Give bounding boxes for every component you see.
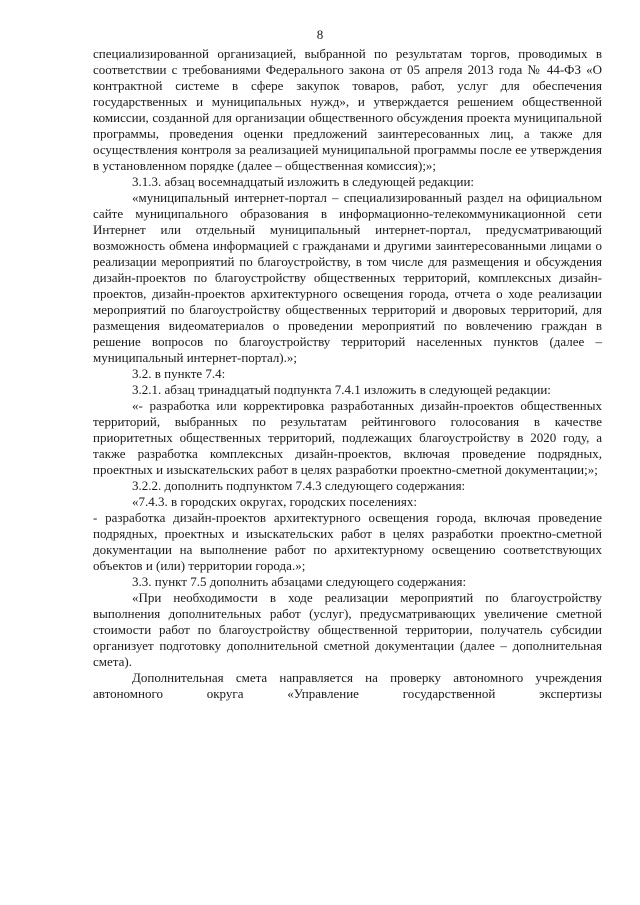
paragraph-4: 3.2. в пункте 7.4:: [132, 366, 226, 381]
paragraph-10: 3.3. пункт 7.5 дополнить абзацами следующего содержания:: [132, 574, 467, 589]
paragraph-9: - разработка дизайн-проектов архитектурного освещения города, включая проведение подрядных, проектных и изыскательских работ в целях разработки проектно-сметной документации на выполнение работ по архитектурному освещению соответствующих объектов и (или) территории города.»;: [93, 510, 602, 573]
paragraph-11: «При необходимости в ходе реализации мероприятий по благоустройству выполнения дополнительных работ (услуг), предусматривающих увеличение сметной стоимости работ по благоустройству общественной территории, получатель субсидии организует подготовку дополнительной сметной документации (далее – дополнительная смета).: [93, 590, 602, 669]
paragraph-7: 3.2.2. дополнить подпунктом 7.4.3 следующего содержания:: [132, 478, 466, 493]
page-number: 8: [316, 27, 324, 42]
paragraph-8: «7.4.3. в городских округах, городских поселениях:: [132, 494, 417, 509]
paragraph-5: 3.2.1. абзац тринадцатый подпункта 7.4.1 изложить в следующей редакции:: [132, 382, 551, 397]
paragraph-12: Дополнительная смета направляется на проверку автономного учреждения автономного округа «Управление государственной экспертизы: [93, 670, 602, 701]
paragraph-6: «- разработка или корректировка разработанных дизайн-проектов общественных территорий, выбранных по результатам рейтингового голосования в качестве приоритетных общественных территорий, подлежащих благоустройству в 2020 году, а также разработка комплексных дизайн-проектов, включая проведение подрядных, проектных и изыскательских работ в целях разработки проектно-сметной документации;»;: [93, 398, 602, 477]
document-body: [93, 46, 602, 702]
paragraph-1: специализированной организацией, выбранной по результатам торгов, проводимых в соответствии с требованиями Федерального закона от 05 апреля 2013 года № 44-ФЗ «О контрактной системе в сфере закупок товаров, работ, услуг для обеспечения государственных и муниципальных нужд», и утверждается решением общественной комиссии, созданной для организации общественного обсуждения проекта муниципальной программы, проведения оценки предложений заинтересованных лиц, а также для осуществления контроля за реализацией муниципальной программы после ее утверждения в установленном порядке (далее – общественная комиссия);»;: [93, 46, 602, 173]
paragraph-2: 3.1.3. абзац восемнадцатый изложить в следующей редакции:: [132, 174, 475, 189]
paragraph-3: «муниципальный интернет-портал – специализированный раздел на официальном сайте муниципального образования в информационно-телекоммуникационной сети Интернет или отдельный муниципальный интернет-портал, предусматривающий возможность обмена информацией с гражданами и другими заинтересованными лицами о реализации мероприятий по благоустройству, в том числе для размещения и обсуждения дизайн-проектов по благоустройству общественных территорий, комплексных дизайн-проектов, дизайн-проектов архитектурного освещения города, отчета о ходе реализации мероприятий по благоустройству общественных территорий и дворовых территорий, для размещения видеоматериалов о проведении мероприятий по вовлечению граждан в решение вопросов по благоустройству территорий населенных пунктов (далее – муниципальный интернет-портал).»;: [93, 190, 602, 365]
